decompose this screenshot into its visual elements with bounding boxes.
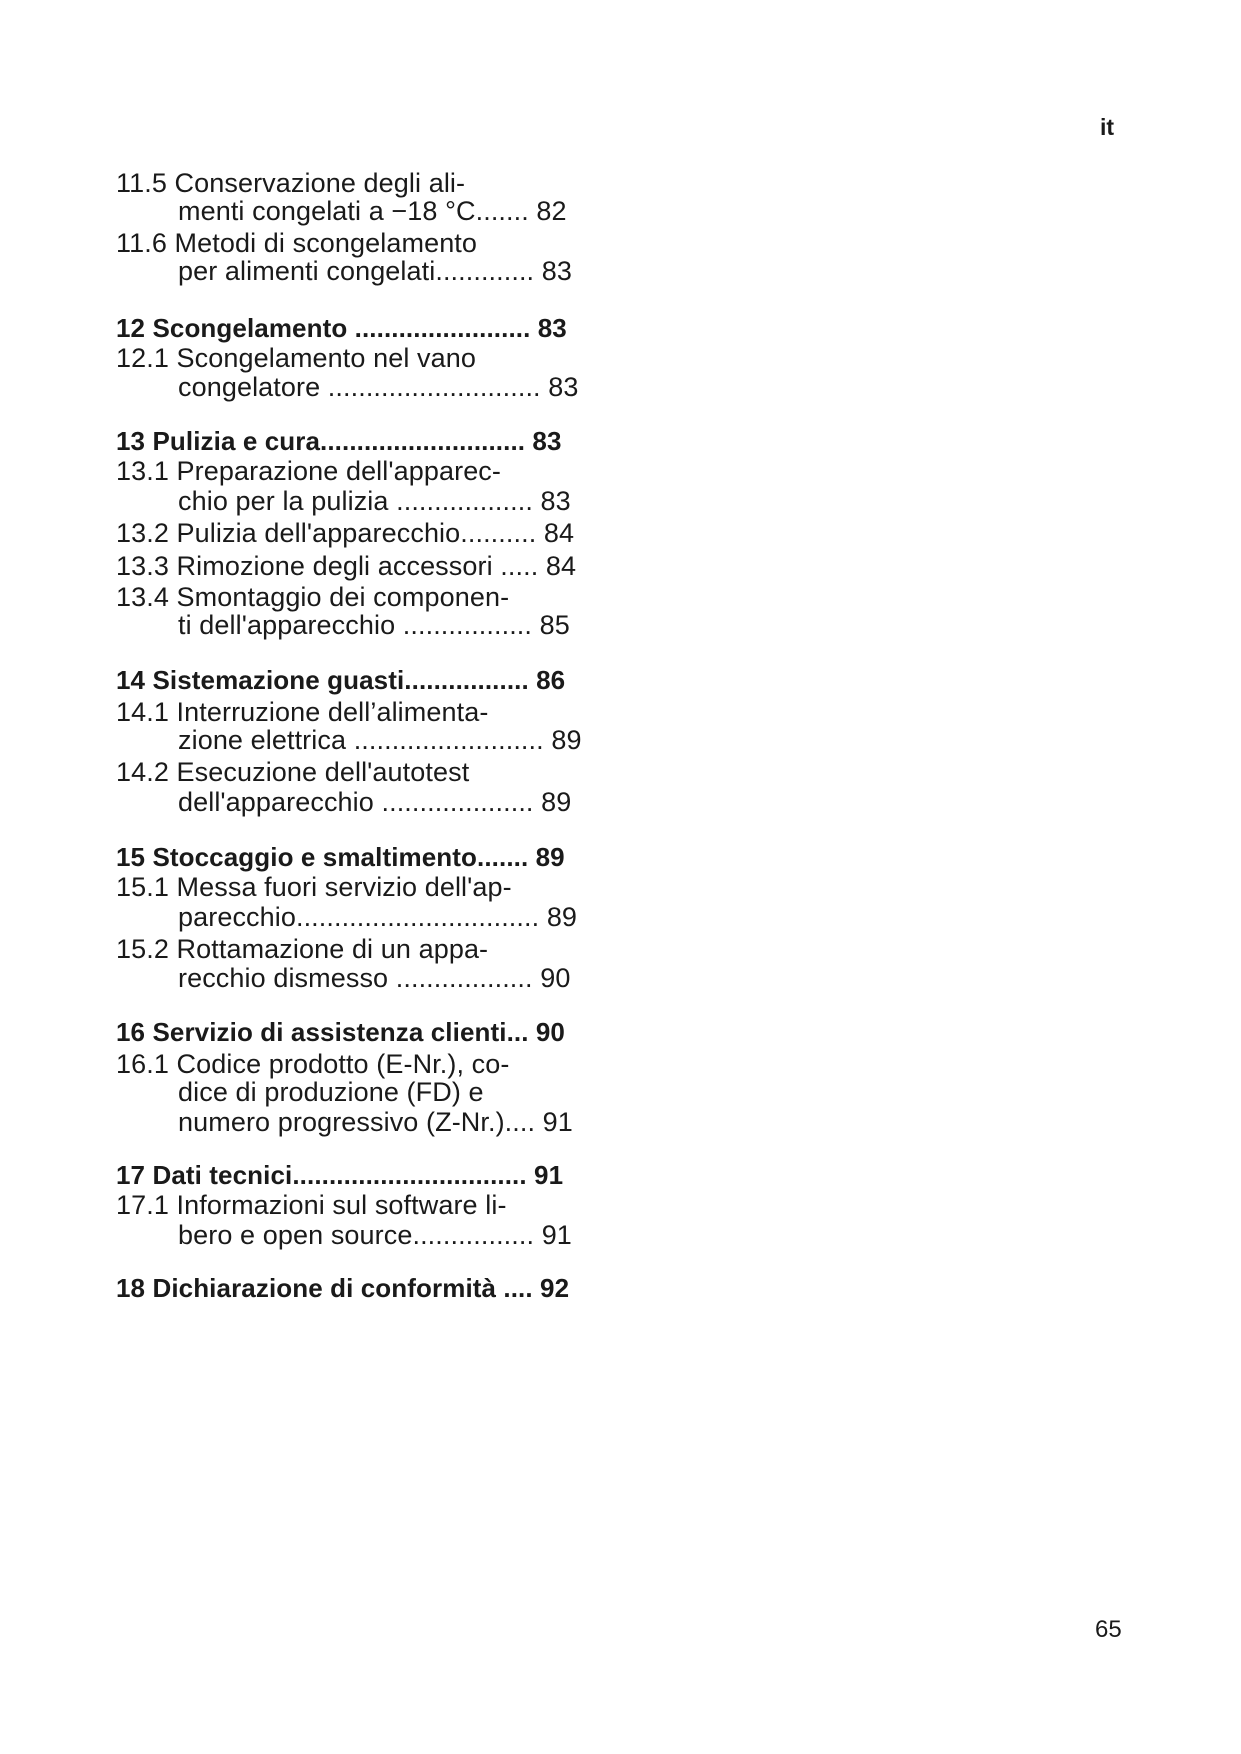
toc-entry-16-1: 16.1 Codice prodotto (E-Nr.), co- [116, 1049, 510, 1079]
toc-chapter-16: 16 Servizio di assistenza clienti... 90 [116, 1017, 565, 1047]
toc-entry-13-1-cont: chio per la pulizia .................. 83 [178, 486, 571, 516]
toc-entry-15-1-cont: parecchio................................ 89 [178, 902, 578, 932]
toc-entry-12-1: 12.1 Scongelamento nel vano [116, 343, 476, 373]
toc-entry-14-1: 14.1 Interruzione dell’alimenta- [116, 697, 489, 727]
toc-entry-11-5-cont: menti congelati a −18 °C....... 82 [178, 196, 567, 226]
toc-entry-11-6-cont: per alimenti congelati............. 83 [178, 256, 572, 286]
toc-chapter-14: 14 Sistemazione guasti................. 86 [116, 665, 566, 695]
toc-chapter-12: 12 Scongelamento ........................ 83 [116, 313, 567, 343]
toc-entry-12-1-cont: congelatore ............................ 83 [178, 372, 579, 402]
toc-entry-14-1-cont: zione elettrica ......................... 89 [178, 725, 582, 755]
toc-entry-14-2-cont: dell'apparecchio .................... 89 [178, 787, 572, 817]
toc-entry-17-1-cont: bero e open source................ 91 [178, 1220, 572, 1250]
language-code: it [1100, 114, 1115, 140]
toc-entry-15-1: 15.1 Messa fuori servizio dell'ap- [116, 872, 512, 902]
toc-chapter-17: 17 Dati tecnici................................ 91 [116, 1160, 564, 1190]
toc-entry-13-1: 13.1 Preparazione dell'apparec- [116, 456, 502, 486]
toc-entry-13-3: 13.3 Rimozione degli accessori ..... 84 [116, 551, 577, 581]
toc-chapter-18: 18 Dichiarazione di conformità .... 92 [116, 1273, 570, 1303]
toc-entry-11-6: 11.6 Metodi di scongelamento [116, 228, 478, 258]
toc-entry-16-1-cont-a: dice di produzione (FD) e [178, 1077, 484, 1107]
toc-entry-17-1: 17.1 Informazioni sul software li- [116, 1190, 507, 1220]
toc-entry-16-1-cont-b: numero progressivo (Z-Nr.).... 91 [178, 1107, 573, 1137]
toc-entry-11-5: 11.5 Conservazione degli ali- [116, 168, 466, 198]
toc-entry-13-2: 13.2 Pulizia dell'apparecchio.......... 84 [116, 518, 575, 548]
toc-entry-15-2-cont: recchio dismesso .................. 90 [178, 963, 571, 993]
toc-chapter-13: 13 Pulizia e cura............................ 83 [116, 426, 562, 456]
toc-entry-14-2: 14.2 Esecuzione dell'autotest [116, 757, 470, 787]
toc-chapter-15: 15 Stoccaggio e smaltimento....... 89 [116, 842, 565, 872]
page-number: 65 [1095, 1616, 1122, 1643]
toc-entry-13-4: 13.4 Smontaggio dei componen- [116, 582, 510, 612]
toc-entry-13-4-cont: ti dell'apparecchio ................. 85 [178, 610, 570, 640]
toc-entry-15-2: 15.2 Rottamazione di un appa- [116, 934, 489, 964]
